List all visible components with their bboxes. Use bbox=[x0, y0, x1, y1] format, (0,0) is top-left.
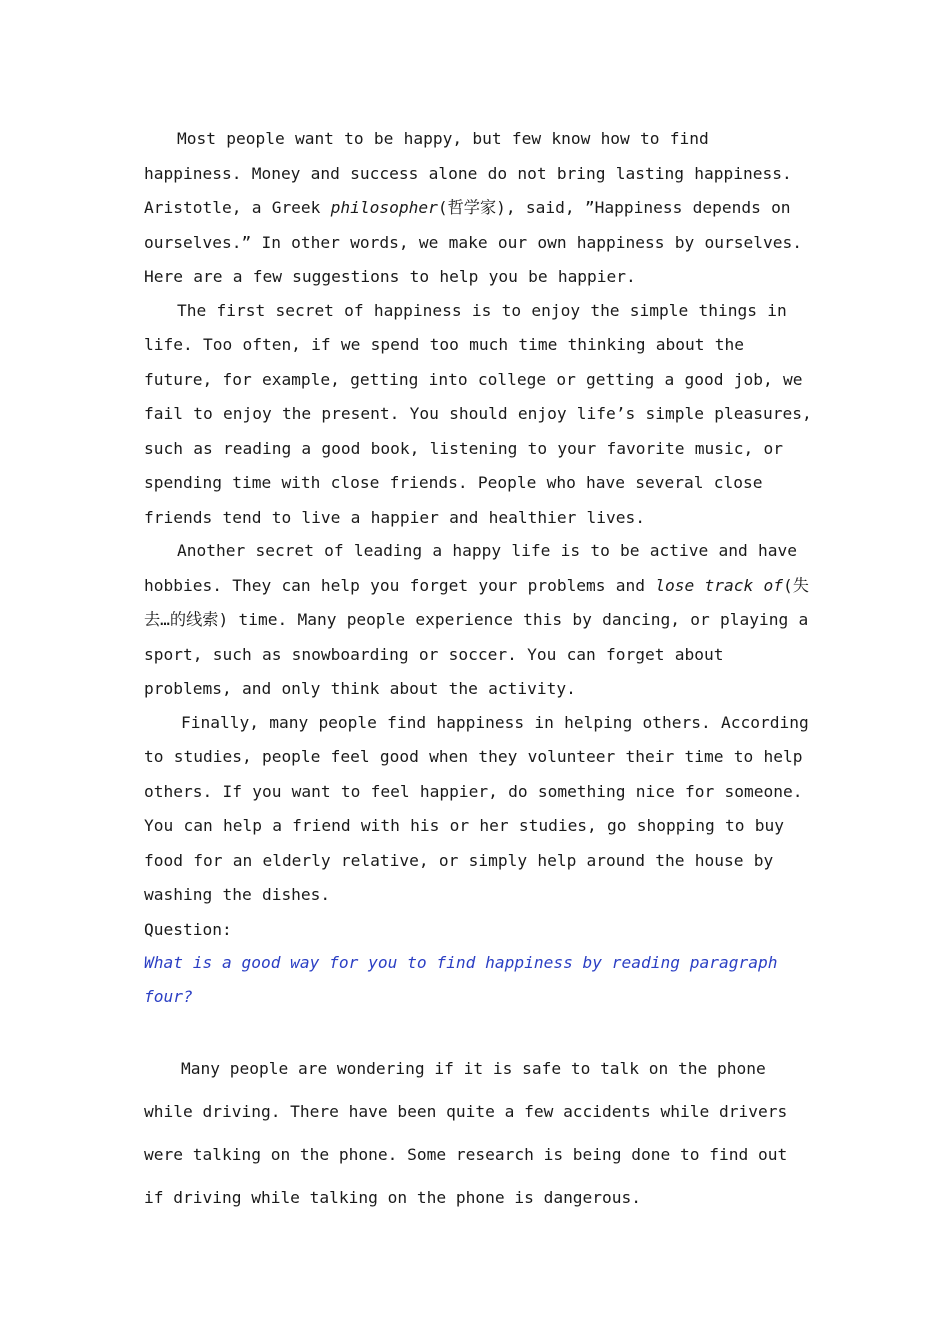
question-label: Question: bbox=[144, 919, 232, 939]
passage-2-paragraph-1: Many people are wondering if it is safe to talk on the phone while driving. There have been quite a few accidents while drivers were talking on the phone. Some research is being done to find out if driving while talking on the phone is dangerous. bbox=[144, 1058, 788, 1207]
italic-term-lose-track-of: lose track of bbox=[655, 575, 783, 595]
paragraph-2: The first secret of happiness is to enjoy the simple things in life. Too often, if we spend too much time thinking about the future, for example, getting into college or getting a good job, we fail to enjoy the present. You should enjoy life’s simple pleasures, such as reading a good book, listening to your favorite music, or spending time with close friends. People who have several close friends tend to live a happier and healthier lives. bbox=[144, 300, 812, 527]
paragraph-3-part-b: (失去…的线索) time. Many people experience this by dancing, or playing a sport, such as snowboarding or soccer. You can forget about problems, and only think about the activity. bbox=[144, 575, 809, 698]
paragraph-1-part-b: (哲学家), said, ”Happiness depends on ourselves.” In other words, we make our own happiness by ourselves. Here are a few suggestions to help you be happier. bbox=[144, 198, 802, 286]
paragraph-3-part-a: Another secret of leading a happy life is to be active and have hobbies. They can help you forget your problems and bbox=[144, 541, 797, 595]
question-text: What is a good way for you to find happiness by reading paragraph four? bbox=[144, 952, 778, 1006]
document-body bbox=[144, 122, 812, 1219]
italic-term-philosopher: philosopher bbox=[330, 198, 438, 217]
paragraph-1-part-a: Most people want to be happy, but few know how to find happiness. Money and success alone do not bring lasting happiness. Aristotle, a Greek bbox=[144, 129, 792, 217]
paragraph-1 bbox=[144, 122, 812, 295]
paragraph-3 bbox=[144, 534, 812, 707]
paragraph-4: Finally, many people find happiness in helping others. According to studies, people feel good when they volunteer their time to help others. If you want to feel happier, do something nice for someone. You can help a friend with his or her studies, go shopping to buy food for an elderly relative, or simply help around the house by washing the dishes. bbox=[144, 712, 809, 904]
